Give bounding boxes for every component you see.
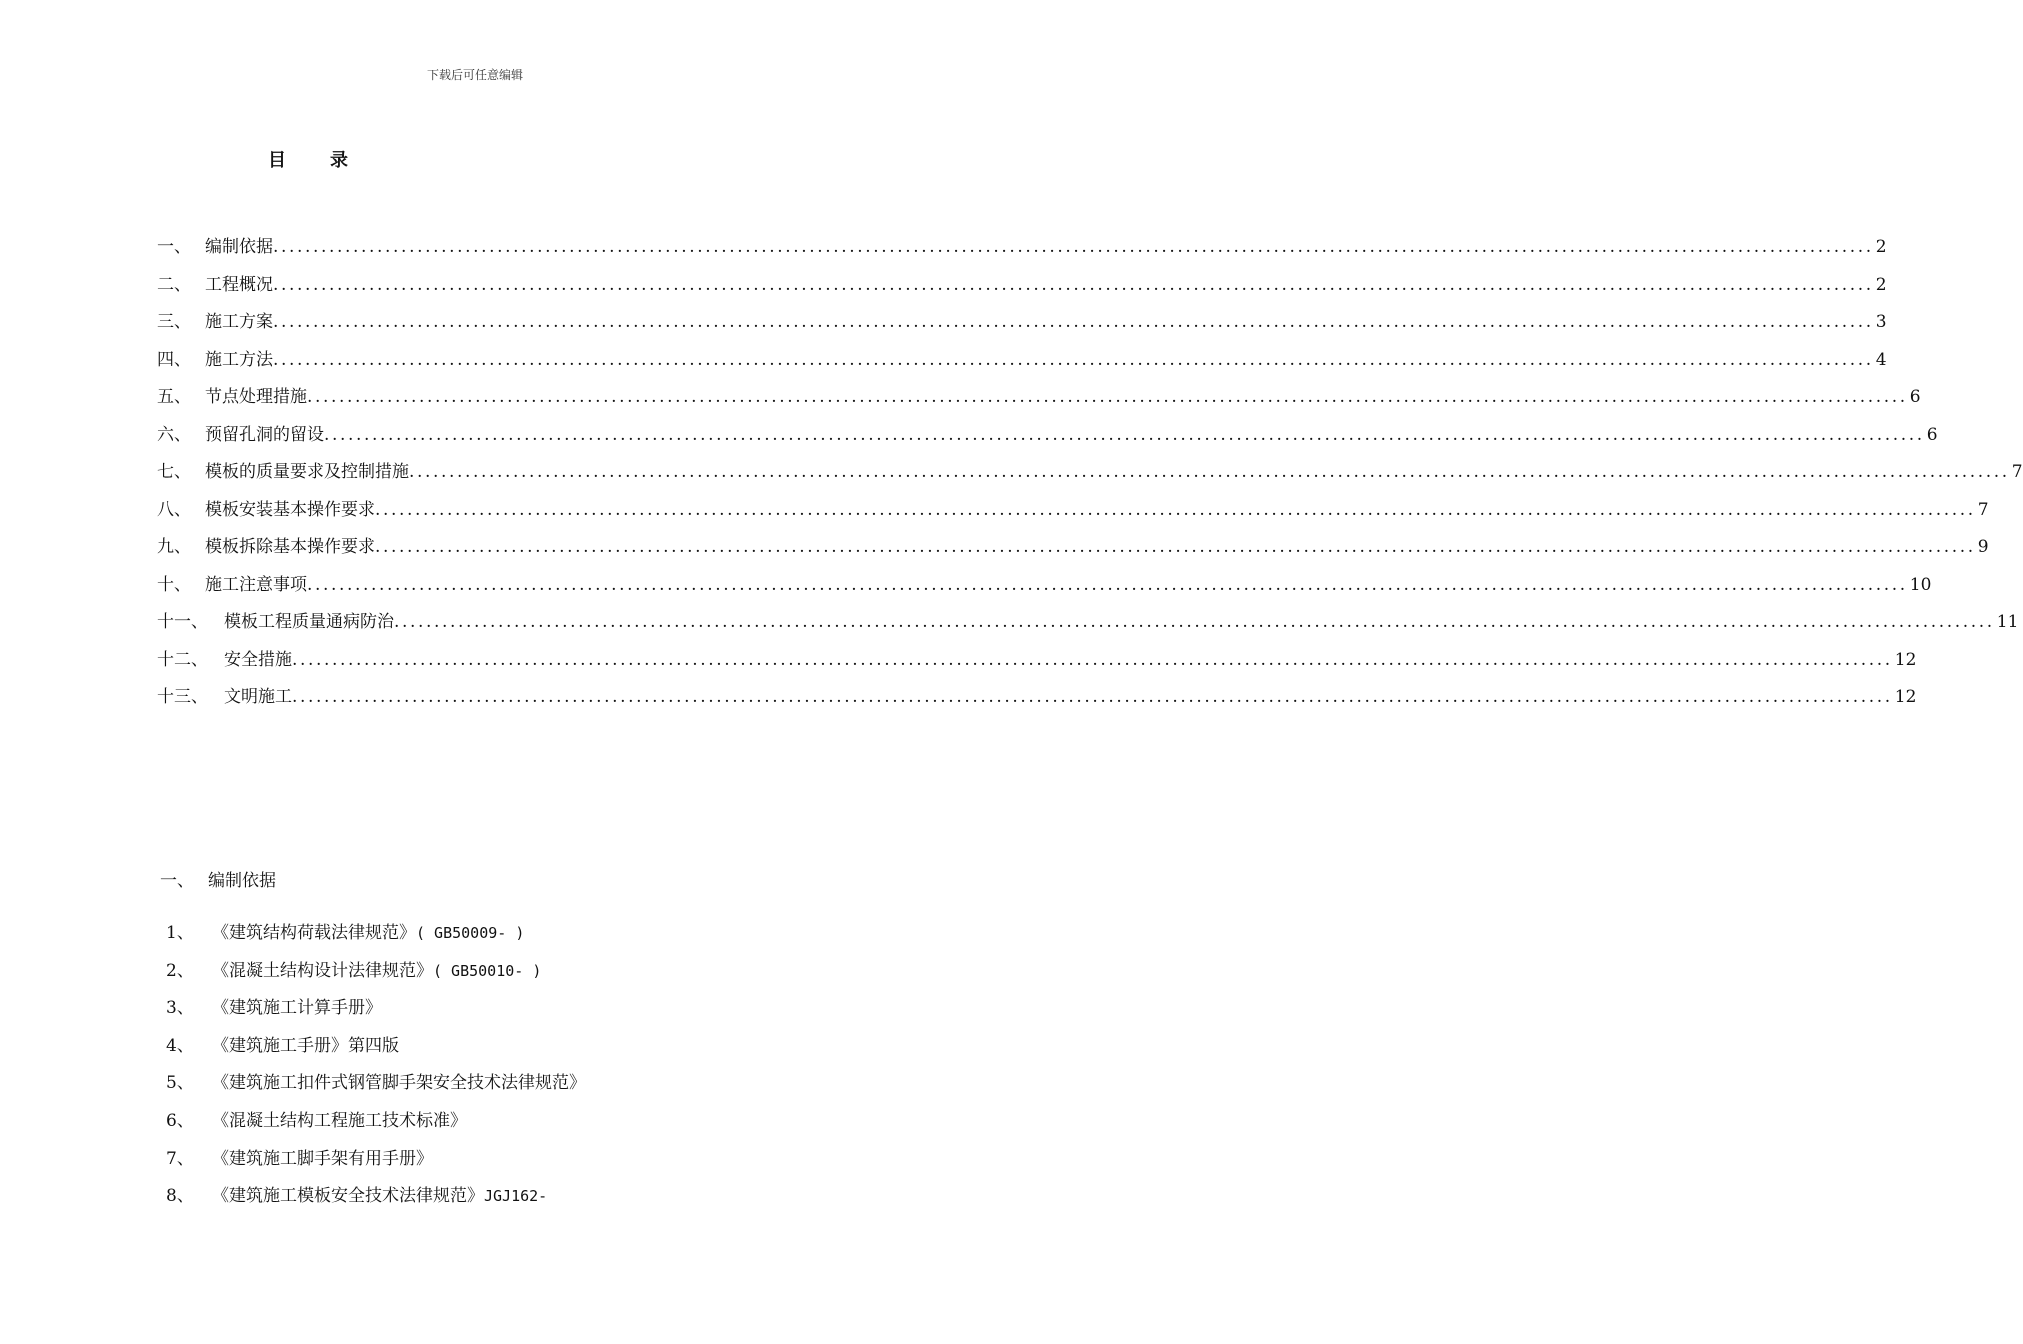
toc-entry-label: 文明施工 xyxy=(224,687,292,707)
toc-leader-dots: ........................................................................................................................................................................................................ xyxy=(307,387,1908,407)
table-of-contents xyxy=(157,232,2023,720)
toc-entry-page: 11 xyxy=(1996,612,2019,632)
toc-entry-number: 十、 xyxy=(157,574,191,595)
toc-entry-label: 安全措施 xyxy=(224,649,292,670)
reference-item xyxy=(166,956,806,994)
toc-entry-number: 十一、 xyxy=(157,612,208,632)
toc-leader-dots: ........................................................................................................................................................................................................ xyxy=(409,462,2010,482)
reference-title: 《建筑施工扣件式钢管脚手架安全技术法律规范》 xyxy=(212,1073,586,1094)
toc-entry-page: 10 xyxy=(1909,574,1932,595)
reference-number: 2、 xyxy=(166,960,194,981)
toc-entry[interactable] xyxy=(157,457,2023,495)
toc-entry-number: 四、 xyxy=(157,349,191,370)
toc-leader-dots: ........................................................................................................................................................................................................ xyxy=(375,537,1976,557)
toc-entry-number: 五、 xyxy=(157,387,191,407)
toc-leader-dots: ........................................................................................................................................................................................................ xyxy=(375,499,1976,520)
toc-entry-page: 4 xyxy=(1875,349,1887,370)
reference-number: 6、 xyxy=(166,1110,194,1131)
reference-number: 4、 xyxy=(166,1035,194,1056)
toc-entry[interactable] xyxy=(157,532,1989,570)
section-title: 编制依据 xyxy=(208,871,276,891)
toc-leader-dots: ........................................................................................................................................................................................................ xyxy=(324,424,1925,445)
reference-item xyxy=(166,1068,806,1106)
section-number: 一、 xyxy=(160,871,194,891)
toc-entry-label: 预留孔洞的留设 xyxy=(205,424,324,445)
reference-item xyxy=(166,1181,806,1219)
toc-entry[interactable] xyxy=(157,232,1887,270)
toc-entry-page: 12 xyxy=(1894,687,1917,707)
toc-entry-number: 三、 xyxy=(157,312,191,332)
reference-code: ( GB50010- ) xyxy=(433,961,542,980)
toc-entry-label: 模板工程质量通病防治 xyxy=(224,612,394,632)
toc-entry-label: 工程概况 xyxy=(205,274,273,295)
toc-entry-page: 7 xyxy=(2011,462,2023,482)
toc-entry[interactable] xyxy=(157,682,1917,720)
toc-entry[interactable] xyxy=(157,307,1887,345)
reference-code: ( GB50009- ) xyxy=(416,924,525,942)
reference-title: 《建筑结构荷载法律规范》 xyxy=(212,923,416,943)
reference-title: 《建筑施工模板安全技术法律规范》 xyxy=(212,1186,484,1207)
toc-title-char-2: 录 xyxy=(330,150,348,171)
reference-title: 《混凝土结构设计法律规范》 xyxy=(212,960,433,981)
toc-leader-dots: ........................................................................................................................................................................................................ xyxy=(307,574,1908,595)
section-heading xyxy=(160,866,276,891)
toc-leader-dots: ........................................................................................................................................................................................................ xyxy=(273,237,1874,257)
toc-entry[interactable] xyxy=(157,495,1989,533)
toc-entry-label: 节点处理措施 xyxy=(205,387,307,407)
toc-entry-label: 编制依据 xyxy=(205,237,273,257)
toc-leader-dots: ........................................................................................................................................................................................................ xyxy=(273,274,1874,295)
reference-title: 《混凝土结构工程施工技术标准》 xyxy=(212,1110,467,1131)
toc-leader-dots: ........................................................................................................................................................................................................ xyxy=(273,312,1874,332)
reference-title: 《建筑施工脚手架有用手册》 xyxy=(212,1148,433,1169)
reference-item xyxy=(166,1144,806,1182)
toc-entry[interactable] xyxy=(157,607,2019,645)
toc-entry-number: 二、 xyxy=(157,274,191,295)
toc-entry-label: 施工注意事项 xyxy=(205,574,307,595)
toc-leader-dots: ........................................................................................................................................................................................................ xyxy=(292,649,1893,670)
toc-entry-number: 七、 xyxy=(157,462,191,482)
reference-code: JGJ162- xyxy=(484,1187,548,1206)
toc-entry-number: 十三、 xyxy=(157,687,208,707)
toc-entry-page: 2 xyxy=(1875,274,1887,295)
reference-title: 《建筑施工计算手册》 xyxy=(212,998,382,1019)
toc-entry-page: 3 xyxy=(1875,312,1887,332)
toc-entry-label: 施工方法 xyxy=(205,349,273,370)
toc-entry[interactable] xyxy=(157,345,1887,383)
toc-leader-dots: ........................................................................................................................................................................................................ xyxy=(292,687,1893,707)
reference-number: 5、 xyxy=(166,1073,194,1094)
reference-list xyxy=(166,918,806,1219)
toc-entry[interactable] xyxy=(157,645,1917,683)
toc-entry-page: 9 xyxy=(1977,537,1989,557)
toc-title xyxy=(268,146,348,172)
toc-entry-page: 7 xyxy=(1977,499,1989,520)
reference-item xyxy=(166,993,806,1031)
reference-number: 1、 xyxy=(166,923,194,943)
toc-entry-number: 六、 xyxy=(157,424,191,445)
reference-number: 7、 xyxy=(166,1148,194,1169)
reference-item xyxy=(166,1106,806,1144)
reference-item xyxy=(166,918,806,956)
toc-entry-label: 模板安装基本操作要求 xyxy=(205,499,375,520)
toc-title-char-1: 目 xyxy=(268,150,286,171)
toc-entry-label: 模板的质量要求及控制措施 xyxy=(205,462,409,482)
reference-item xyxy=(166,1031,806,1069)
toc-entry-label: 模板拆除基本操作要求 xyxy=(205,537,375,557)
toc-leader-dots: ........................................................................................................................................................................................................ xyxy=(273,349,1874,370)
reference-number: 8、 xyxy=(166,1186,194,1207)
reference-number: 3、 xyxy=(166,998,194,1019)
toc-entry-label: 施工方案 xyxy=(205,312,273,332)
toc-entry-number: 十二、 xyxy=(157,649,208,670)
toc-leader-dots: ........................................................................................................................................................................................................ xyxy=(394,612,1995,632)
toc-entry-page: 6 xyxy=(1909,387,1921,407)
toc-entry[interactable] xyxy=(157,570,1932,608)
toc-entry-page: 2 xyxy=(1875,237,1887,257)
toc-entry-number: 一、 xyxy=(157,237,191,257)
toc-entry-number: 八、 xyxy=(157,499,191,520)
toc-entry[interactable] xyxy=(157,270,1887,308)
toc-entry-page: 6 xyxy=(1926,424,1938,445)
toc-entry[interactable] xyxy=(157,382,1921,420)
toc-entry-page: 12 xyxy=(1894,649,1917,670)
toc-entry[interactable] xyxy=(157,420,1938,458)
header-note: 下载后可任意编辑 xyxy=(426,68,523,82)
toc-entry-number: 九、 xyxy=(157,537,191,557)
reference-title: 《建筑施工手册》第四版 xyxy=(212,1035,399,1056)
